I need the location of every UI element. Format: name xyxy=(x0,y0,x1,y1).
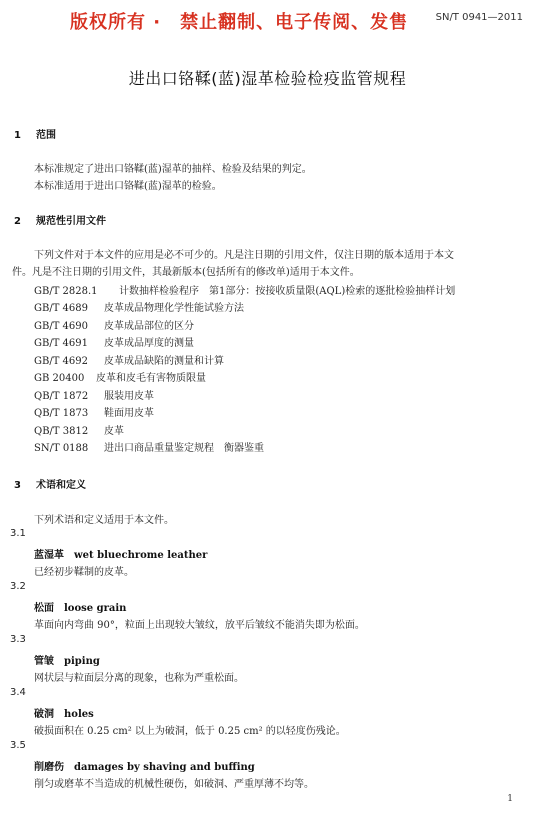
reference-code: GB/T 4692 xyxy=(34,356,89,367)
reference-item xyxy=(34,369,206,384)
reference-title: 进出口商品重量鉴定规程 衡器鉴重 xyxy=(104,443,264,454)
section-number: 2 xyxy=(14,216,21,227)
term-definition: 破损面积在 0.25 cm² 以上为破洞，低于 0.25 cm² 的以轻度伤残论。 xyxy=(34,726,346,737)
reference-title: 皮革成品物理化学性能试验方法 xyxy=(104,303,244,314)
terms-intro: 下列术语和定义适用于本文件。 xyxy=(34,515,174,526)
term-number: 3.2 xyxy=(10,581,26,592)
term-en: wet bluechrome leather xyxy=(74,550,208,561)
reference-code: GB 20400 xyxy=(34,373,85,384)
section-title: 规范性引用文件 xyxy=(36,216,106,227)
reference-item xyxy=(34,282,455,297)
section-1-heading xyxy=(14,126,56,141)
reference-code: GB/T 2828.1 xyxy=(34,286,98,297)
term-zh: 破洞 xyxy=(34,709,54,720)
reference-code: QB/T 3812 xyxy=(34,426,89,437)
term-number: 3.1 xyxy=(10,528,26,539)
references-intro-line-2: 件。凡是不注日期的引用文件，其最新版本(包括所有的修改单)适用于本文件。 xyxy=(12,267,360,278)
term-zh: 松面 xyxy=(34,603,54,614)
section-2-heading xyxy=(14,212,106,227)
term-en: holes xyxy=(64,709,94,720)
reference-item xyxy=(34,439,264,454)
term-heading xyxy=(34,758,255,773)
reference-item xyxy=(34,352,224,367)
reference-code: QB/T 1872 xyxy=(34,391,89,402)
term-heading xyxy=(34,705,94,720)
document-title: 进出口铬鞣(蓝)湿革检验检疫监管规程 xyxy=(128,69,407,88)
term-number: 3.5 xyxy=(10,740,26,751)
reference-code: SN/T 0188 xyxy=(34,443,89,454)
copyright-watermark: 版权所有 · 禁止翻制、电子传阅、发售 xyxy=(70,12,409,33)
reference-title: 计数抽样检验程序 第1部分：按接收质量限(AQL)检索的逐批检验抽样计划 xyxy=(119,286,456,297)
reference-item xyxy=(34,422,124,437)
reference-item xyxy=(34,299,244,314)
term-definition: 革面向内弯曲 90°，粒面上出现较大皱纹，放平后皱纹不能消失即为松面。 xyxy=(34,620,365,631)
term-en: damages by shaving and buffing xyxy=(74,762,255,773)
standard-code: SN/T 0941—2011 xyxy=(435,12,523,23)
reference-code: GB/T 4691 xyxy=(34,338,89,349)
scope-paragraph-2: 本标准适用于进出口铬鞣(蓝)湿革的检验。 xyxy=(34,181,222,192)
reference-title: 皮革成品厚度的测量 xyxy=(104,338,194,349)
references-intro-line-1: 下列文件对于本文件的应用是必不可少的。凡是注日期的引用文件，仅注日期的版本适用于本文 xyxy=(34,250,454,261)
term-number: 3.3 xyxy=(10,634,26,645)
term-definition: 已经初步鞣制的皮革。 xyxy=(34,567,134,578)
term-en: loose grain xyxy=(64,603,127,614)
page-number: 1 xyxy=(507,794,513,804)
term-en: piping xyxy=(64,656,100,667)
reference-title: 皮革和皮毛有害物质限量 xyxy=(96,373,206,384)
reference-code: QB/T 1873 xyxy=(34,408,89,419)
term-definition: 削匀或磨革不当造成的机械性硬伤，如破洞、严重厚薄不均等。 xyxy=(34,779,314,790)
term-heading xyxy=(34,546,207,561)
reference-code: GB/T 4690 xyxy=(34,321,89,332)
reference-title: 皮革成品缺陷的测量和计算 xyxy=(104,356,224,367)
reference-title: 皮革 xyxy=(104,426,124,437)
term-zh: 蓝湿革 xyxy=(34,550,64,561)
section-title: 范围 xyxy=(36,130,56,141)
term-definition: 网状层与粒面层分离的现象，也称为严重松面。 xyxy=(34,673,244,684)
term-zh: 削磨伤 xyxy=(34,762,64,773)
section-number: 1 xyxy=(14,130,21,141)
section-title: 术语和定义 xyxy=(36,480,86,491)
term-zh: 管皱 xyxy=(34,656,54,667)
reference-code: GB/T 4689 xyxy=(34,303,89,314)
term-number: 3.4 xyxy=(10,687,26,698)
reference-title: 服装用皮革 xyxy=(104,391,154,402)
reference-item xyxy=(34,334,194,349)
scope-paragraph-1: 本标准规定了进出口铬鞣(蓝)湿革的抽样、检验及结果的判定。 xyxy=(34,164,312,175)
reference-item xyxy=(34,387,154,402)
section-3-heading xyxy=(14,476,86,491)
term-heading xyxy=(34,599,126,614)
term-heading xyxy=(34,652,100,667)
reference-title: 鞋面用皮革 xyxy=(104,408,154,419)
reference-item xyxy=(34,404,154,419)
reference-title: 皮革成品部位的区分 xyxy=(104,321,194,332)
section-number: 3 xyxy=(14,480,21,491)
reference-item xyxy=(34,317,194,332)
